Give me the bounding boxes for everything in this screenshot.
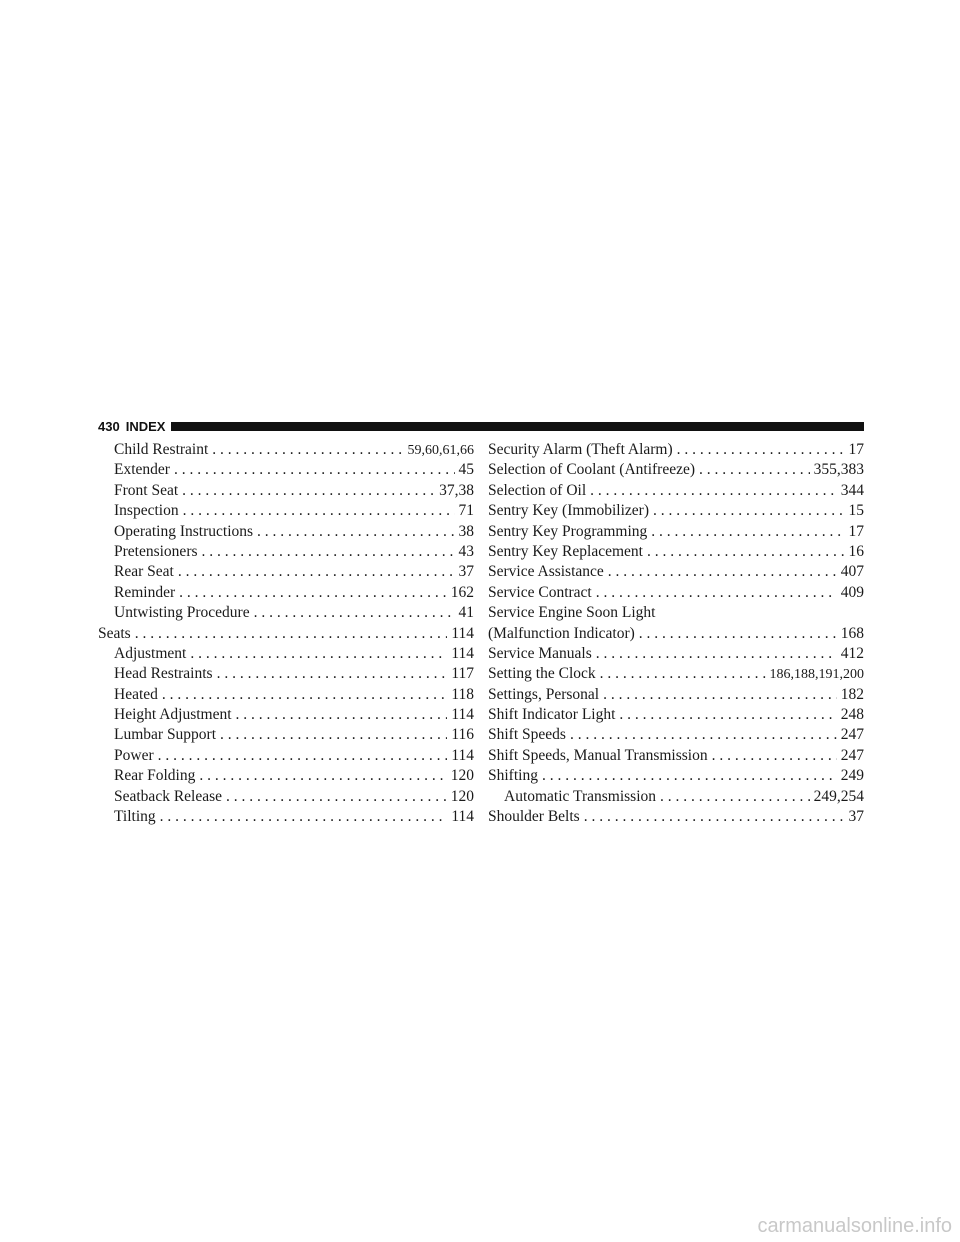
index-entry — [488, 664, 864, 684]
entry-label: Tilting — [114, 808, 156, 826]
entry-pages: 38 — [458, 522, 474, 540]
index-column-right — [488, 440, 864, 827]
dot-leader — [199, 766, 446, 786]
entry-pages: 114 — [451, 808, 474, 826]
entry-pages: 71 — [458, 502, 474, 520]
dot-leader — [542, 766, 837, 786]
index-entry — [98, 583, 474, 603]
page-number: 430 — [98, 418, 120, 434]
entry-label: Adjustment — [114, 644, 187, 662]
index-entry — [488, 481, 864, 501]
index-entry — [98, 787, 474, 807]
dot-leader — [603, 685, 837, 705]
dot-leader — [183, 501, 455, 521]
entry-pages: 248 — [840, 706, 864, 724]
dot-leader — [590, 481, 837, 501]
index-entry — [98, 603, 474, 623]
entry-pages: 45 — [458, 461, 474, 479]
index-entry — [488, 725, 864, 745]
entry-label: Head Restraints — [114, 665, 213, 683]
dot-leader — [190, 644, 447, 664]
entry-pages: 186,188,191,200 — [769, 667, 864, 683]
entry-label: Heated — [114, 685, 158, 703]
index-entry — [98, 685, 474, 705]
entry-label: (Malfunction Indicator) — [488, 624, 635, 642]
entry-label: Shift Indicator Light — [488, 706, 616, 724]
entry-pages: 409 — [840, 583, 864, 601]
entry-pages: 247 — [840, 726, 864, 744]
entry-pages: 412 — [840, 644, 864, 662]
entry-label: Inspection — [114, 502, 179, 520]
dot-leader — [653, 501, 845, 521]
index-entry — [98, 460, 474, 480]
entry-pages: 114 — [451, 644, 474, 662]
entry-pages: 114 — [451, 746, 474, 764]
entry-pages: 114 — [451, 624, 474, 642]
index-entry — [98, 766, 474, 786]
entry-label: Service Engine Soon Light — [488, 604, 656, 622]
entry-pages: 182 — [840, 685, 864, 703]
index-entry — [488, 685, 864, 705]
index-entry — [488, 807, 864, 827]
entry-label: Selection of Coolant (Antifreeze) — [488, 461, 696, 479]
index-entry — [488, 766, 864, 786]
entry-label: Selection of Oil — [488, 481, 587, 499]
entry-pages: 249 — [840, 767, 864, 785]
entry-label: Lumbar Support — [114, 726, 217, 744]
index-entry — [488, 562, 864, 582]
entry-label: Security Alarm (Theft Alarm) — [488, 441, 673, 458]
entry-label: Sentry Key Programming — [488, 522, 648, 540]
entry-pages: 16 — [848, 542, 864, 560]
index-entry — [98, 664, 474, 684]
dot-leader — [600, 664, 766, 684]
entry-label: Extender — [114, 461, 170, 479]
dot-leader — [254, 603, 455, 623]
entry-label: Front Seat — [114, 481, 179, 499]
dot-leader — [202, 542, 455, 562]
dot-leader — [677, 440, 845, 460]
dot-leader — [220, 725, 447, 745]
index-entry — [488, 644, 864, 664]
dot-leader — [226, 787, 447, 807]
dot-leader — [182, 481, 435, 501]
entry-label: Rear Folding — [114, 767, 196, 785]
entry-label: Seatback Release — [114, 787, 223, 805]
entry-label: Service Manuals — [488, 644, 592, 662]
entry-pages: 17 — [848, 441, 864, 458]
dot-leader — [619, 705, 836, 725]
entry-pages: 117 — [451, 665, 474, 683]
index-entry — [488, 440, 864, 460]
dot-leader — [584, 807, 845, 827]
index-entry — [98, 481, 474, 501]
index-entry — [98, 807, 474, 827]
index-entry — [98, 501, 474, 521]
dot-leader — [160, 807, 448, 827]
index-entry — [98, 624, 474, 644]
entry-pages: 120 — [450, 787, 474, 805]
entry-pages: 15 — [848, 502, 864, 520]
dot-leader — [135, 624, 448, 644]
dot-leader — [257, 522, 454, 542]
entry-label: Child Restraint — [114, 441, 209, 458]
entry-pages: 37,38 — [439, 481, 474, 499]
entry-label: Shifting — [488, 767, 538, 785]
entry-label: Seats — [98, 624, 131, 642]
entry-label: Sentry Key Replacement — [488, 542, 643, 560]
index-entry — [488, 501, 864, 521]
entry-pages: 37 — [848, 808, 864, 826]
dot-leader — [174, 460, 455, 480]
entry-pages: 249,254 — [813, 787, 864, 805]
index-entry — [488, 746, 864, 766]
entry-pages: 43 — [458, 542, 474, 560]
index-entry — [98, 705, 474, 725]
entry-pages: 116 — [451, 726, 474, 744]
entry-label: Service Assistance — [488, 563, 604, 581]
index-entry — [488, 542, 864, 562]
dot-leader — [639, 624, 837, 644]
entry-pages: 407 — [840, 563, 864, 581]
entry-pages: 59,60,61,66 — [407, 443, 474, 458]
index-entry — [98, 562, 474, 582]
watermark: carmanualsonline.info — [757, 1215, 952, 1237]
entry-label: Reminder — [114, 583, 176, 601]
index-entry — [98, 542, 474, 562]
dot-leader — [608, 562, 837, 582]
entry-pages: 355,383 — [813, 461, 864, 479]
entry-label: Shift Speeds, Manual Transmission — [488, 746, 708, 764]
entry-label: Power — [114, 746, 154, 764]
entry-pages: 247 — [840, 746, 864, 764]
index-entry — [488, 603, 864, 623]
index-entry — [488, 583, 864, 603]
index-column-left — [98, 440, 474, 827]
entry-label: Sentry Key (Immobilizer) — [488, 502, 649, 520]
header-rule — [171, 422, 864, 431]
entry-pages: 344 — [840, 481, 864, 499]
index-entry — [488, 522, 864, 542]
index-entry — [488, 705, 864, 725]
entry-pages: 17 — [848, 522, 864, 540]
entry-pages: 37 — [458, 563, 474, 581]
page-header — [98, 417, 864, 435]
dot-leader — [158, 746, 448, 766]
entry-pages: 41 — [458, 604, 474, 622]
dot-leader — [647, 542, 845, 562]
section-title: INDEX — [125, 418, 166, 434]
dot-leader — [570, 725, 837, 745]
dot-leader — [699, 460, 810, 480]
index-entry — [98, 440, 474, 460]
dot-leader — [162, 685, 447, 705]
entry-label: Shift Speeds — [488, 726, 566, 744]
index-entry — [488, 624, 864, 644]
entry-pages: 162 — [450, 583, 474, 601]
index-entry — [98, 725, 474, 745]
dot-leader — [217, 664, 448, 684]
dot-leader — [212, 440, 403, 460]
entry-label: Automatic Transmission — [504, 787, 657, 805]
entry-label: Height Adjustment — [114, 706, 232, 724]
dot-leader — [660, 787, 810, 807]
index-entry — [488, 787, 864, 807]
entry-label: Pretensioners — [114, 542, 198, 560]
entry-pages: 114 — [451, 706, 474, 724]
entry-pages: 168 — [840, 624, 864, 642]
entry-label: Service Contract — [488, 583, 592, 601]
entry-pages: 118 — [451, 685, 474, 703]
dot-leader — [179, 583, 447, 603]
dot-leader — [178, 562, 455, 582]
dot-leader — [596, 644, 837, 664]
entry-label: Setting the Clock — [488, 665, 596, 683]
entry-label: Untwisting Procedure — [114, 604, 250, 622]
dot-leader — [651, 522, 844, 542]
index-entry — [98, 522, 474, 542]
index-entry — [98, 644, 474, 664]
entry-label: Shoulder Belts — [488, 808, 580, 826]
entry-label: Settings, Personal — [488, 685, 600, 703]
dot-leader — [596, 583, 837, 603]
entry-label: Rear Seat — [114, 563, 174, 581]
entry-pages: 120 — [450, 767, 474, 785]
index-entry — [98, 746, 474, 766]
index-entry — [488, 460, 864, 480]
dot-leader — [236, 705, 448, 725]
dot-leader — [712, 746, 837, 766]
entry-label: Operating Instructions — [114, 522, 254, 540]
